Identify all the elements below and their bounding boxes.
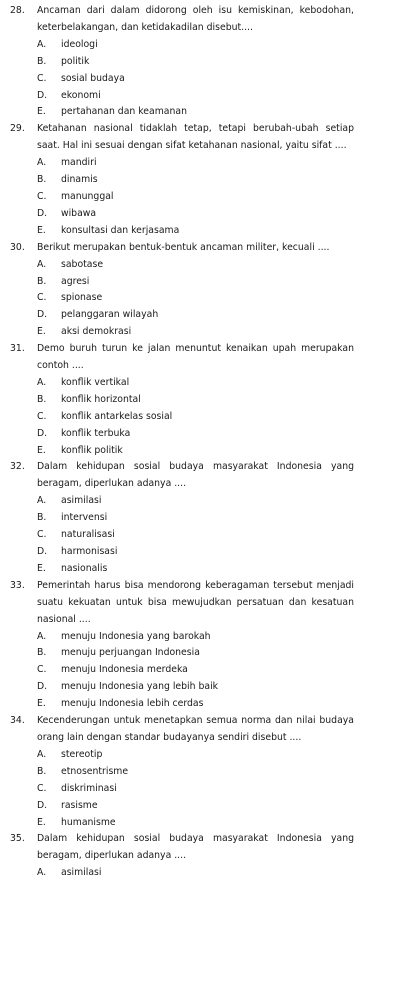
answer-option xyxy=(10,527,354,544)
question-text: Dalam kehidupan sosial budaya masyarakat Indonesia yang beragam, diperlukan adanya .... xyxy=(37,461,354,490)
option-text: rasisme xyxy=(61,799,98,811)
option-letter: A. xyxy=(37,157,47,169)
option-text: harmonisasi xyxy=(61,546,118,557)
option-text: ideologi xyxy=(61,38,98,50)
question-stem xyxy=(10,578,354,629)
option-letter: C. xyxy=(37,72,47,84)
option-text: etnosentrisme xyxy=(61,765,129,777)
option-text: konflik antarkelas sosial xyxy=(61,410,173,422)
option-text: nasionalis xyxy=(61,562,108,574)
question-text: Berikut merupakan bentuk-bentuk ancaman militer, kecuali .... xyxy=(37,241,330,253)
question-number: 28. xyxy=(10,5,25,16)
question-29 xyxy=(10,121,354,239)
question-stem xyxy=(10,713,354,747)
question-stem xyxy=(10,240,354,257)
answer-option xyxy=(10,510,354,527)
option-text: naturalisasi xyxy=(61,529,115,541)
question-stem xyxy=(10,459,354,493)
answer-option xyxy=(10,443,354,460)
answer-option xyxy=(10,375,354,392)
question-text: Pemerintah harus bisa mendorong keberagaman tersebut menjadi suatu kekuatan untuk bisa mewujudkan persatuan dan kesatuan nasional .... xyxy=(37,579,354,625)
answer-option xyxy=(10,544,354,561)
option-text: konflik horizontal xyxy=(61,393,141,405)
question-text: Ketahanan nasional tidaklah tetap, tetapi berubah-ubah setiap saat. Hal ini sesuai dengan sifat ketahanan nasional, yaitu sifat .... xyxy=(37,123,354,152)
option-letter: E. xyxy=(37,562,46,574)
option-letter: D. xyxy=(37,799,48,811)
option-text: dinamis xyxy=(61,174,98,186)
question-stem xyxy=(10,3,354,37)
question-number: 32. xyxy=(10,461,25,473)
option-text: sabotase xyxy=(61,258,104,270)
question-text: Kecenderungan untuk menetapkan semua norma dan nilai budaya orang lain dengan standar budayanya sendiri disebut .... xyxy=(37,715,354,743)
answer-option xyxy=(10,206,354,223)
question-33 xyxy=(10,578,354,713)
option-text: humanisme xyxy=(61,816,116,828)
answer-option xyxy=(10,747,354,764)
option-letter: A. xyxy=(37,258,47,270)
answer-option xyxy=(10,781,354,798)
question-number: 31. xyxy=(10,343,25,355)
option-text: spionase xyxy=(61,292,103,304)
option-text: konsultasi dan kerjasama xyxy=(61,224,180,236)
option-letter: D. xyxy=(37,681,48,693)
answer-option xyxy=(10,88,354,105)
option-letter: A. xyxy=(37,38,47,50)
answer-option xyxy=(10,172,354,189)
answer-option xyxy=(10,696,354,713)
option-text: mandiri xyxy=(61,157,97,169)
answer-option xyxy=(10,274,354,291)
answer-option xyxy=(10,37,354,54)
answer-option xyxy=(10,865,354,882)
option-letter: E. xyxy=(37,698,46,710)
option-text: manunggal xyxy=(61,190,114,202)
answer-option xyxy=(10,54,354,71)
question-34 xyxy=(10,713,354,831)
question-text: Demo buruh turun ke jalan menuntut kenaikan upah merupakan contoh .... xyxy=(37,343,354,372)
answer-option xyxy=(10,324,354,341)
question-28 xyxy=(10,3,354,121)
answer-option xyxy=(10,645,354,662)
question-number: 29. xyxy=(10,123,25,135)
answer-option xyxy=(10,662,354,679)
option-letter: E. xyxy=(37,224,46,236)
option-text: menuju perjuangan Indonesia xyxy=(61,647,200,659)
question-31 xyxy=(10,341,354,459)
answer-option xyxy=(10,764,354,781)
option-text: wibawa xyxy=(61,207,97,219)
answer-option xyxy=(10,561,354,578)
answer-option xyxy=(10,71,354,88)
answer-option xyxy=(10,104,354,121)
option-text: menuju Indonesia yang lebih baik xyxy=(61,681,219,693)
answer-option xyxy=(10,307,354,324)
option-text: asimilasi xyxy=(61,495,102,507)
option-text: diskriminasi xyxy=(61,782,117,794)
option-letter: B. xyxy=(37,647,47,659)
option-text: asimilasi xyxy=(61,867,102,879)
question-text: Ancaman dari dalam didorong oleh isu kemiskinan, kebodohan, keterbelakangan, dan ketidakadilan disebut.... xyxy=(37,5,354,33)
option-letter: C. xyxy=(37,410,47,422)
option-letter: C. xyxy=(37,782,47,794)
question-number: 30. xyxy=(10,241,25,253)
question-stem xyxy=(10,121,354,155)
option-letter: D. xyxy=(37,309,48,321)
option-text: agresi xyxy=(61,275,90,287)
answer-option xyxy=(10,392,354,409)
answer-option xyxy=(10,426,354,443)
option-letter: C. xyxy=(37,664,47,676)
option-text: menuju Indonesia yang barokah xyxy=(61,630,211,642)
option-text: sosial budaya xyxy=(61,72,125,84)
answer-option xyxy=(10,290,354,307)
option-letter: A. xyxy=(37,376,47,388)
answer-option xyxy=(10,189,354,206)
option-text: pertahanan dan keamanan xyxy=(61,106,187,118)
answer-option xyxy=(10,679,354,696)
option-letter: C. xyxy=(37,190,47,202)
option-letter: E. xyxy=(37,326,46,338)
option-text: konflik politik xyxy=(61,444,123,456)
option-text: konflik terbuka xyxy=(61,427,131,439)
question-30 xyxy=(10,240,354,341)
option-text: pelanggaran wilayah xyxy=(61,309,159,321)
option-letter: A. xyxy=(37,748,47,760)
question-stem xyxy=(10,831,354,865)
question-number: 33. xyxy=(10,579,25,591)
option-letter: D. xyxy=(37,546,48,557)
option-letter: D. xyxy=(37,89,48,101)
option-letter: B. xyxy=(37,174,47,186)
option-text: menuju Indonesia lebih cerdas xyxy=(61,698,204,710)
option-letter: A. xyxy=(37,867,47,879)
answer-option xyxy=(10,493,354,510)
option-text: menuju Indonesia merdeka xyxy=(61,664,188,676)
answer-option xyxy=(10,409,354,426)
option-text: aksi demokrasi xyxy=(61,326,132,338)
option-text: politik xyxy=(61,55,90,67)
option-text: ekonomi xyxy=(61,89,101,101)
question-number: 35. xyxy=(10,833,25,845)
answer-option xyxy=(10,223,354,240)
option-letter: E. xyxy=(37,816,46,828)
option-letter: A. xyxy=(37,495,47,507)
question-35 xyxy=(10,831,354,882)
answer-option xyxy=(10,798,354,815)
answer-option xyxy=(10,629,354,646)
option-letter: E. xyxy=(37,106,46,118)
option-letter: D. xyxy=(37,207,48,219)
question-text: Dalam kehidupan sosial budaya masyarakat Indonesia yang beragam, diperlukan adanya .... xyxy=(37,833,354,862)
answer-option xyxy=(10,815,354,832)
option-letter: C. xyxy=(37,529,47,541)
option-letter: B. xyxy=(37,512,47,524)
option-letter: E. xyxy=(37,444,46,456)
option-letter: C. xyxy=(37,292,47,304)
option-letter: B. xyxy=(37,765,47,777)
option-letter: A. xyxy=(37,630,47,642)
question-number: 34. xyxy=(10,715,25,727)
option-letter: B. xyxy=(37,275,47,287)
option-letter: B. xyxy=(37,55,47,67)
question-stem xyxy=(10,341,354,375)
answer-option xyxy=(10,257,354,274)
option-letter: D. xyxy=(37,427,48,439)
question-32 xyxy=(10,459,354,577)
option-text: intervensi xyxy=(61,512,108,524)
answer-option xyxy=(10,155,354,172)
option-text: konflik vertikal xyxy=(61,376,130,388)
option-text: stereotip xyxy=(61,748,103,760)
option-letter: B. xyxy=(37,393,47,405)
